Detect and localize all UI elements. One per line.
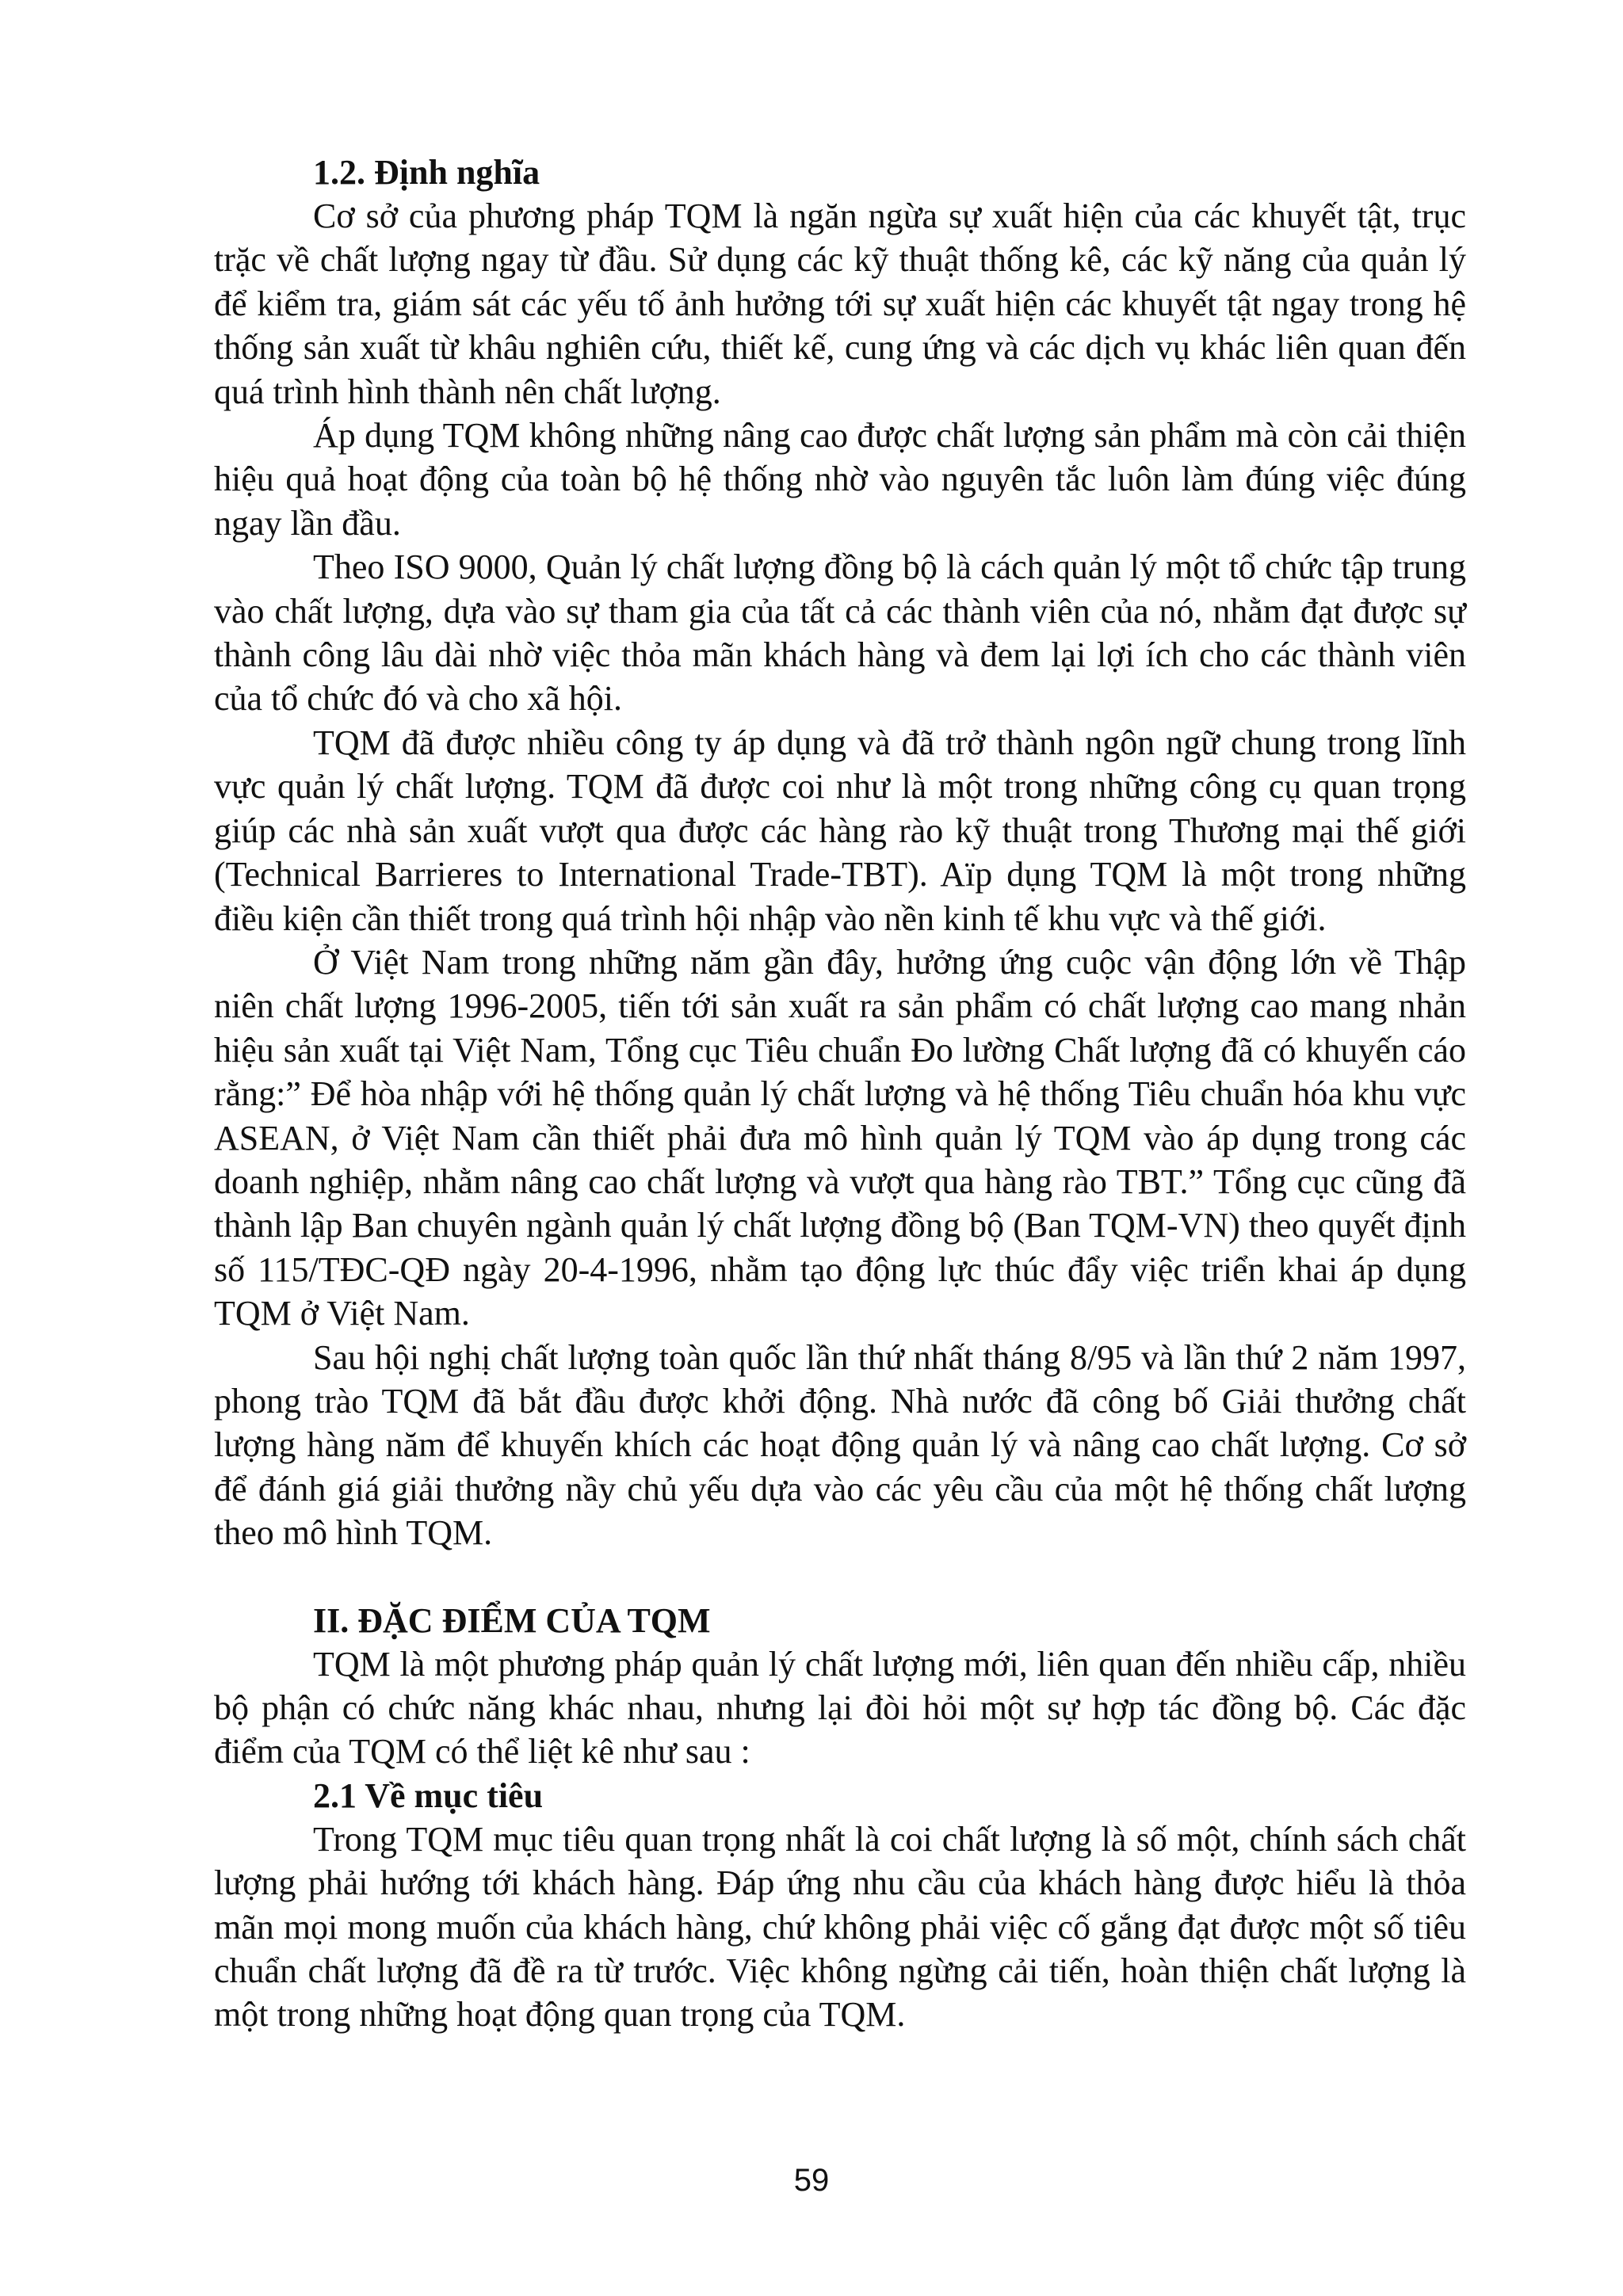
paragraph: Áp dụng TQM không những nâng cao được chất lượng sản phẩm mà còn cải thiện hiệu quả hoạt động của toàn bộ hệ thống nhờ vào nguyên tắc luôn làm đúng việc đúng ngay lần đầu. xyxy=(214,416,1466,543)
paragraph: Sau hội nghị chất lượng toàn quốc lần thứ nhất tháng 8/95 và lần thứ 2 năm 1997, phong trào TQM đã bắt đầu được khởi động. Nhà nước đã công bố Giải thưởng chất lượng hàng năm để khuyến khích các hoạt động quản lý và nâng cao chất lượng. Cơ sở để đánh giá giải thưởng nầy chủ yếu dựa vào các yêu cầu của một hệ thống chất lượng theo mô hình TQM. xyxy=(214,1337,1466,1553)
section-heading-definition: 1.2. Định nghĩa xyxy=(313,153,540,192)
subsection-heading-objectives: 2.1 Về mục tiêu xyxy=(313,1775,544,1815)
page-number: 59 xyxy=(793,2163,830,2198)
paragraph: Cơ sở của phương pháp TQM là ngăn ngừa sự xuất hiện của các khuyết tật, trục trặc về chất lượng ngay từ đầu. Sử dụng các kỹ thuật thống kê, các kỹ năng của quản lý để kiểm tra, giám sát các yếu tố ảnh hưởng tới sự xuất hiện các khuyết tật ngay trong hệ thống sản xuất từ khâu nghiên cứu, thiết kế, cung ứng và các dịch vụ khác liên quan đến quá trình hình thành nên chất lượng. xyxy=(214,196,1466,411)
paragraph: TQM là một phương pháp quản lý chất lượng mới, liên quan đến nhiều cấp, nhiều bộ phận có chức năng khác nhau, nhưng lại đòi hỏi một sự hợp tác đồng bộ. Các đặc điểm của TQM có thể liệt kê như sau : xyxy=(214,1644,1466,1772)
paragraph: TQM đã được nhiều công ty áp dụng và đã trở thành ngôn ngữ chung trong lĩnh vực quản lý chất lượng. TQM đã được coi như là một trong những công cụ quan trọng giúp các nhà sản xuất vượt qua được các hàng rào kỹ thuật trong Thương mại thế giới (Technical Barrieres to International Trade-TBT). Aïp dụng TQM là một trong những điều kiện cần thiết trong quá trình hội nhập vào nền kinh tế khu vực và thế giới. xyxy=(214,723,1466,938)
document-page xyxy=(214,151,1466,2037)
paragraph: Trong TQM mục tiêu quan trọng nhất là coi chất lượng là số một, chính sách chất lượng phải hướng tới khách hàng. Đáp ứng nhu cầu của khách hàng được hiểu là thỏa mãn mọi mong muốn của khách hàng, chứ không phải việc cố gắng đạt được một số tiêu chuẩn chất lượng đã đề ra từ trước. Việc không ngừng cải tiến, hoàn thiện chất lượng là một trong những hoạt động quan trọng của TQM. xyxy=(214,1819,1466,2035)
paragraph: Theo ISO 9000, Quản lý chất lượng đồng bộ là cách quản lý một tổ chức tập trung vào chất lượng, dựa vào sự tham gia của tất cả các thành viên của nó, nhằm đạt được sự thành công lâu dài nhờ việc thỏa mãn khách hàng và đem lại lợi ích cho các thành viên của tổ chức đó và cho xã hội. xyxy=(214,547,1466,719)
paragraph: Ở Việt Nam trong những năm gần đây, hưởng ứng cuộc vận động lớn về Thập niên chất lượng 1996-2005, tiến tới sản xuất ra sản phẩm có chất lượng cao mang nhản hiệu sản xuất tại Việt Nam, Tổng cục Tiêu chuẩn Đo lường Chất lượng đã có khuyến cáo rằng:” Để hòa nhập với hệ thống quản lý chất lượng và hệ thống Tiêu chuẩn hóa khu vực ASEAN, ở Việt Nam cần thiết phải đưa mô hình quản lý TQM vào áp dụng trong các doanh nghiệp, nhằm nâng cao chất lượng và vượt qua hàng rào TBT.” Tổng cục cũng đã thành lập Ban chuyên ngành quản lý chất lượng đồng bộ (Ban TQM-VN) theo quyết định số 115/TĐC-QĐ ngày 20-4-1996, nhằm tạo động lực thúc đẩy việc triển khai áp dụng TQM ở Việt Nam. xyxy=(214,942,1466,1333)
section-heading-characteristics: II. ĐẶC ĐIỂM CỦA TQM xyxy=(313,1600,711,1640)
